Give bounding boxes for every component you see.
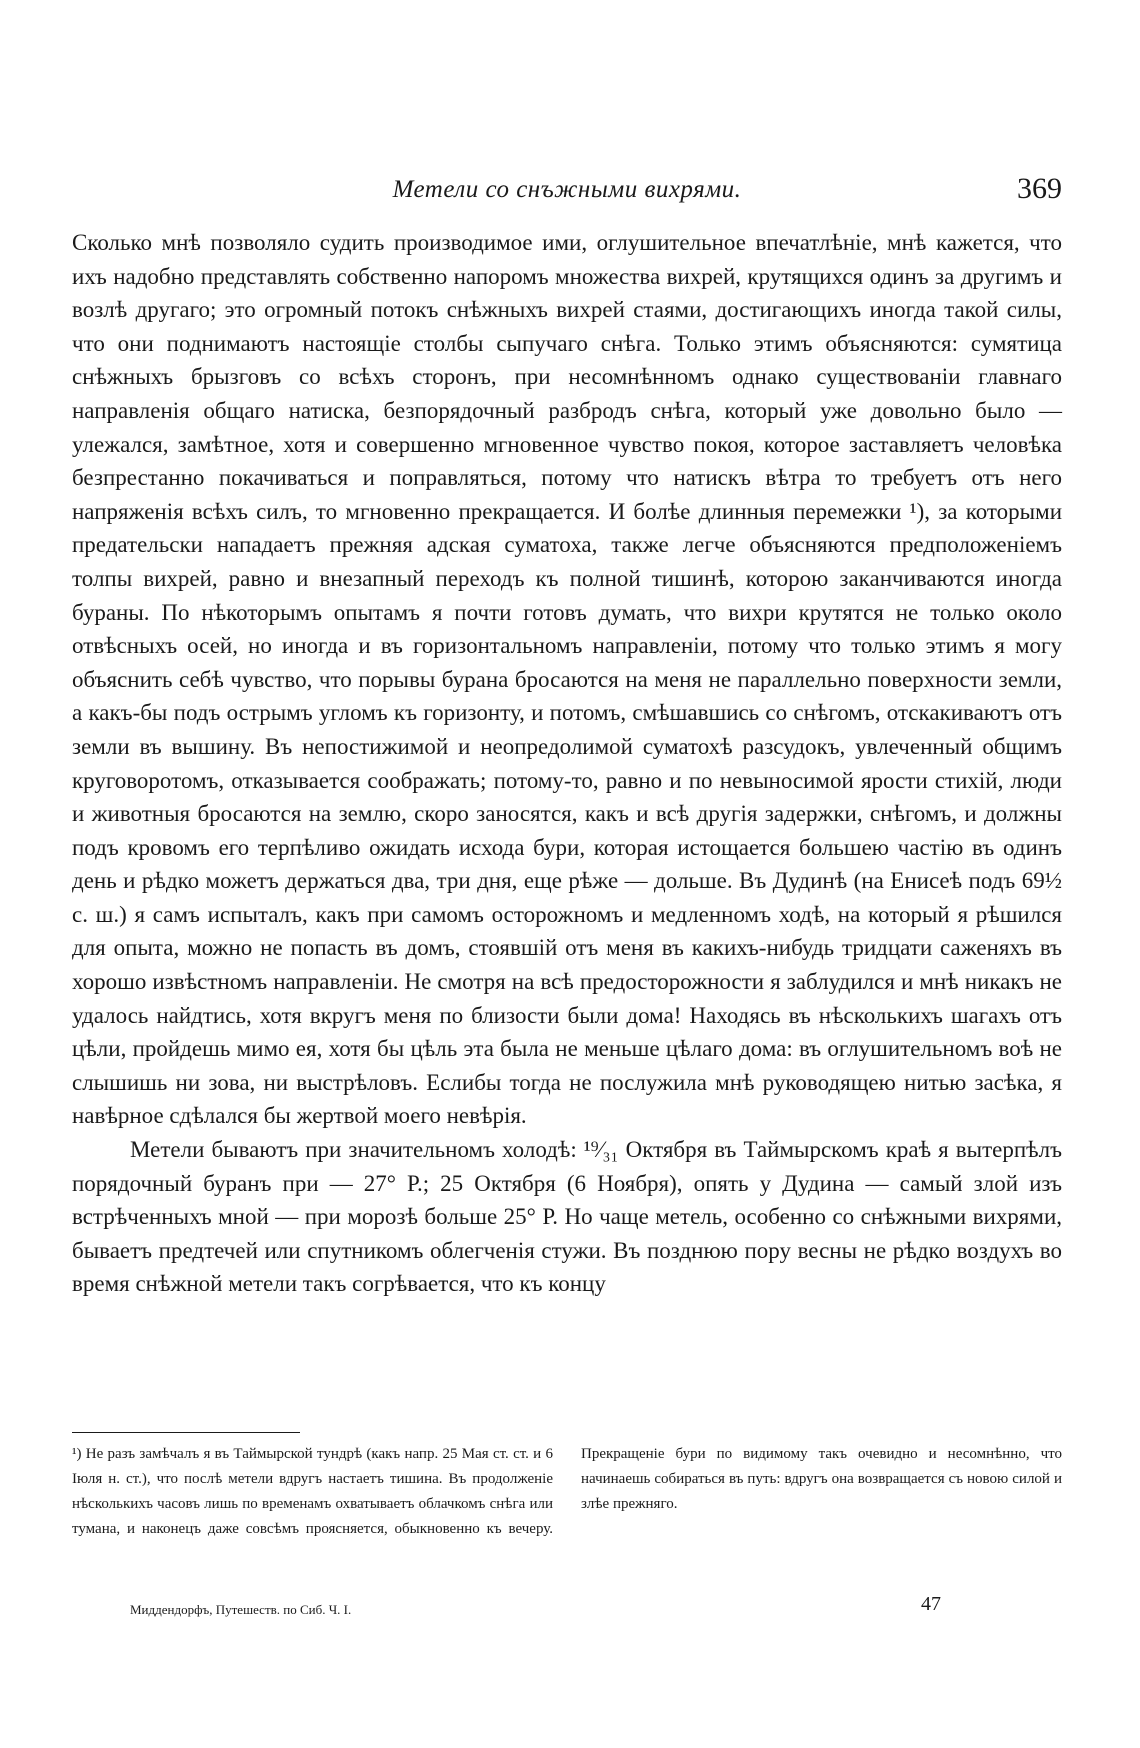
running-head [72, 172, 1062, 212]
paragraph: Метели бываютъ при значительномъ холодѣ: ¹⁹⁄₃₁ Октября въ Таймырскомъ краѣ я вытерпѣлъ порядочный буранъ при — 27° Р.; 25 Октября (6 Ноября), опять у Дудина — самый злой изъ встрѣченныхъ мной — при морозѣ больше 25° Р. Но чаще метель, особенно со снѣжными вихрями, бываетъ предтечей или спутникомъ облегченія стужи. Въ позднюю пору весны не рѣдко воздухъ во время снѣжной метели такъ согрѣвается, что къ концу [72, 1137, 1062, 1297]
footnote-divider [72, 1432, 300, 1433]
paragraph: Сколько мнѣ позволяло судить производимое ими, оглушительное впечатлѣніе, мнѣ кажется, что ихъ надобно представлять собственно напоромъ множества вихрей, крутящихся одинъ за другимъ и возлѣ другаго; это огромный потокъ снѣжныхъ вихрей стаями, достигающихъ иногда такой силы, что они поднимаютъ настоящіе столбы сыпучаго снѣга. Только этимъ объясняются: сумятица снѣжныхъ брызговъ со всѣхъ сторонъ, при несомнѣнномъ однако существованіи главнаго направленія общаго натиска, безпорядочный разбродъ снѣга, который уже довольно было — улежался, замѣтное, хотя и совершенно мгновенное чувство покоя, которое заставляетъ человѣка безпрестанно покачиваться и поправляться, потому что натискъ вѣтра то требуетъ отъ него напряженія всѣхъ силъ, то мгновенно прекращается. И болѣе длинныя перемежки ¹), за которыми предательски нападаетъ прежняя адская суматоха, также легче объясняются предположеніемъ толпы вихрей, равно и внезапный переходъ къ полной тишинѣ, которою заканчиваются иногда бураны. По нѣкоторымъ опытамъ я почти готовъ думать, что вихри крутятся не только около отвѣсныхъ осей, но иногда и въ горизонтальномъ направленіи, потому что только этимъ я могу объяснить себѣ чувство, что порывы бурана бросаются на меня не параллельно поверхности земли, а какъ-бы подъ острымъ угломъ къ горизонту, и потомъ, смѣшавшись со снѣгомъ, отскакиваютъ отъ земли въ вышину. Въ непостижимой и неопредолимой суматохѣ разсудокъ, увлеченный общимъ круговоротомъ, отказывается соображать; потому-то, равно и по невыносимой ярости стихій, люди и животныя бросаются на землю, скоро заносятся, какъ и всѣ другія задержки, снѣгомъ, и должны подъ кровомъ его терпѣливо ожидать исхода бури, которая истощается большею частію въ одинъ день и рѣдко можетъ держаться два, три дня, еще рѣже — дольше. Въ Дудинѣ (на Енисеѣ подъ 69½ с. ш.) я самъ испыталъ, какъ при самомъ осторожномъ и медленномъ ходѣ, на который я рѣшился для опыта, можно не попасть въ домъ, стоявшій отъ меня въ какихъ-нибудь тридцати саженяхъ въ хорошо извѣстномъ направленіи. Не смотря на всѣ предосторожности я заблудился и мнѣ никакъ не удалось найдтись, хотя вкругъ меня по близости были дома! Находясь въ нѣсколькихъ шагахъ отъ цѣли, пройдешь мимо ея, хотя бы цѣль эта была не меньше цѣлаго дома: въ оглушительномъ воѣ не слышишь ни зова, ни выстрѣловъ. Еслибы тогда не послужила мнѣ руководящею нитью засѣка, я навѣрное сдѣлался бы жертвой моего невѣрія. [72, 230, 1062, 1129]
footnotes [72, 1442, 1062, 1542]
footnote: ¹) Не разъ замѣчалъ я въ Таймырской тундрѣ (какъ напр. 25 Мая ст. ст. и 6 Іюля н. ст.), что послѣ метели вдругъ настаетъ тишина. Въ продолженіе нѣсколькихъ часовъ лишь по временамъ охватываетъ облачкомъ снѣга или тумана, и наконецъ даже совсѣмъ проясняется, обыкновенно къ вечеру. Прекращеніе бури по видимому такъ очевидно и несомнѣнно, что начинаешь собираться въ путь: вдругъ она возвращается съ новою силой и злѣе прежняго. [72, 1446, 1062, 1537]
running-title: Метели со снъжными вихрями. [392, 176, 742, 203]
sheet-number: 47 [921, 1593, 941, 1615]
page-number: 369 [1017, 172, 1062, 205]
main-text [72, 226, 1062, 1301]
printer-signature: Миддендорфъ, Путешеств. по Сиб. Ч. I. [130, 1602, 352, 1617]
